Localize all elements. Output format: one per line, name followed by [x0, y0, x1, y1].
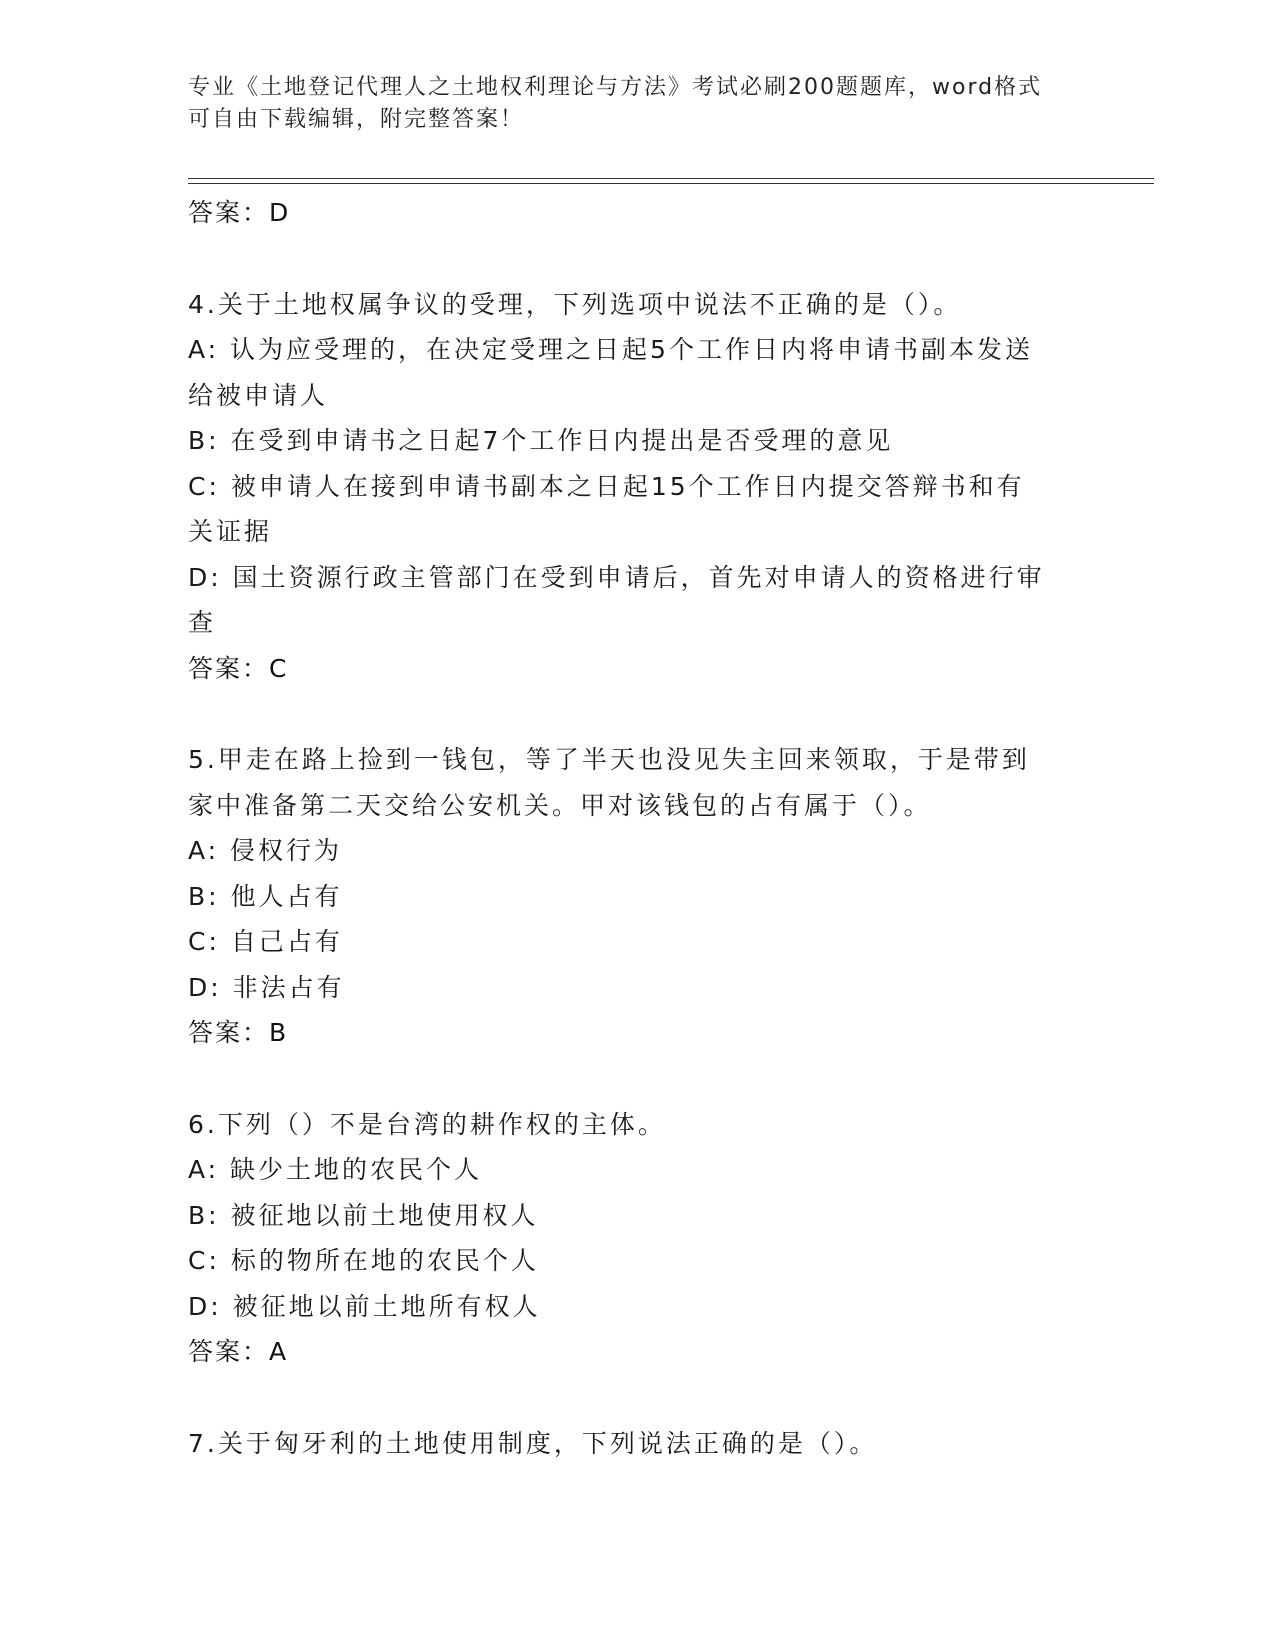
header-rule-top [188, 178, 1154, 179]
option-c-cont: 关证据 [188, 517, 273, 546]
answer: 答案：B [188, 1018, 289, 1047]
option-d: D: 非法占有 [188, 972, 345, 1002]
question-4 [188, 282, 1088, 692]
option-b: B: 被征地以前土地使用权人 [188, 1200, 539, 1230]
option-c: C: 被申请人在接到申请书副本之日起15个工作日内提交答辩书和有 [188, 471, 1025, 501]
previous-answer: 答案：D [188, 198, 291, 227]
document-header [188, 72, 1088, 136]
question-stem: 7.关于匈牙利的土地使用制度，下列说法正确的是（）。 [188, 1428, 878, 1458]
question-stem-cont: 家中准备第二天交给公安机关。甲对该钱包的占有属于（）。 [188, 790, 932, 820]
question-stem: 4.关于土地权属争议的受理，下列选项中说法不正确的是（）。 [188, 289, 962, 319]
answer: 答案：A [188, 1337, 289, 1366]
option-a: A: 侵权行为 [188, 836, 343, 865]
option-c: C: 自己占有 [188, 927, 343, 956]
option-d: D: 国土资源行政主管部门在受到申请后，首先对申请人的资格进行审 [188, 562, 1045, 592]
option-c: C: 标的物所在地的农民个人 [188, 1246, 539, 1275]
option-a-cont: 给被申请人 [188, 380, 329, 410]
option-a: A: 缺少土地的农民个人 [188, 1155, 483, 1184]
answer: 答案：C [188, 653, 289, 683]
option-b: B: 在受到申请书之日起7个工作日内提出是否受理的意见 [188, 426, 894, 455]
question-5 [188, 737, 1088, 1056]
header-rule-bottom [188, 183, 1154, 184]
option-a: A: 认为应受理的，在决定受理之日起5个工作日内将申请书副本发送 [188, 335, 1033, 364]
question-list [188, 190, 1088, 1466]
question-stem: 6.下列（）不是台湾的耕作权的主体。 [188, 1109, 666, 1139]
option-d: D: 被征地以前土地所有权人 [188, 1291, 541, 1321]
option-b: B: 他人占有 [188, 881, 343, 911]
option-d-cont: 查 [188, 608, 217, 637]
header-line-2: 可自由下载编辑，附完整答案！ [188, 107, 525, 132]
question-stem: 5.甲走在路上捡到一钱包，等了半天也没见失主回来领取，于是带到 [188, 745, 1030, 774]
question-6 [188, 1102, 1088, 1375]
header-line-1: 专业《土地登记代理人之土地权利理论与方法》考试必刷200题题库，word格式 [188, 75, 1043, 100]
question-7 [188, 1421, 1088, 1467]
